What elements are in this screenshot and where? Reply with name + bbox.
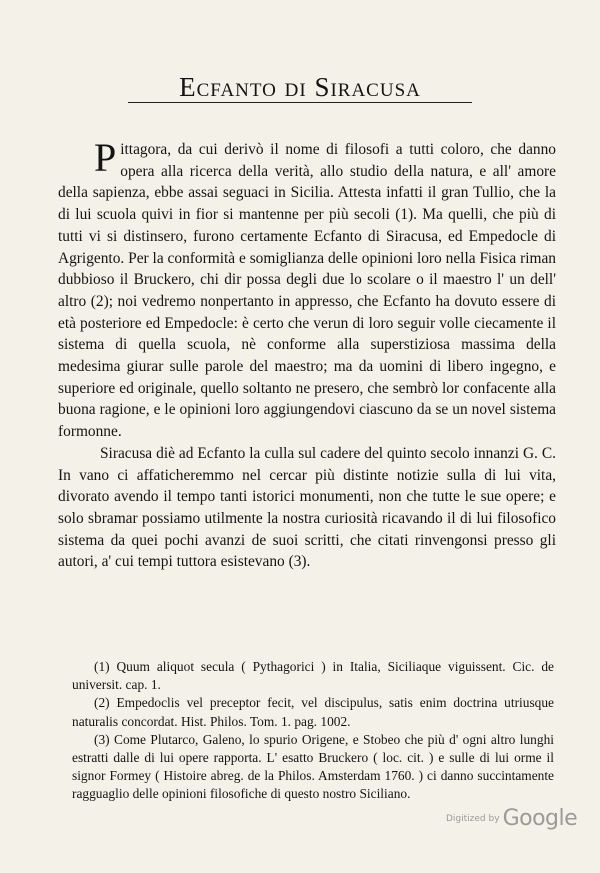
watermark-logo-text: Google — [502, 806, 578, 831]
watermark-small-text: Digitized by — [446, 814, 500, 824]
footnotes — [72, 658, 554, 804]
main-text — [58, 135, 556, 573]
drop-cap: P — [94, 135, 117, 180]
paragraph-2: Siracusa diè ad Ecfanto la culla sul cadere del quinto secolo innanzi G. C. In vano ci affaticheremmo nel cercar più distinte notizie sulla di lui vita, divorato avendo il tempo tanti istorici monumenti, non che tutte le sue opere; e solo sbramar possiamo utilmente la nostra curiosità ricavando il di lui filosofico sistema da quei pochi avanzi de suoi scritti, che citati rinvengonsi presso gli autori, a' cui tempi tuttora esistevano (3). — [58, 444, 556, 571]
footnote-1: (1) Quum aliquot secula ( Pythagorici ) in Italia, Siciliaque viguissent. Cic. de universit. cap. 1. — [72, 659, 554, 693]
footnote-2: (2) Empedoclis vel preceptor fecit, vel discipulus, satis enim doctrina utriusque naturalis concordat. Hist. Philos. Tom. 1. pag. 1002. — [72, 695, 554, 729]
google-watermark — [446, 806, 577, 831]
paragraph-1 — [58, 135, 556, 443]
footnote-3: (3) Come Plutarco, Galeno, lo spurio Origene, e Stobeo che più d' ogni altro lunghi estratti dalle di lui opere rapporta. L' esatto Bruckero ( loc. cit. ) e sulle di lui orme il signor Formey ( Histoire abreg. de la Philos. Amsterdam 1760. ) ci danno succintamente ragguaglio delle opinioni filosofiche di questo nostro Siciliano. — [72, 731, 554, 802]
paragraph-1-text: ittagora, da cui derivò il nome di filosofi a tutti coloro, che danno opera alla ricerca della verità, allo studio della natura, e all' amore della sapienza, ebbe assai seguaci in Sicilia. Attesta infatti il gran Tullio, che la di lui scuola quivi in fior si mantenne per più secoli (1). Ma quelli, che più di tutti vi si distinsero, furono certamente Ecfanto di Siracusa, ed Empedocle di Agrigento. Per la conformità e somiglianza delle opinioni loro nella Fisica riman dubbioso il Bruckero, chi dir possa degli due lo scolare o il maestro l' un dell' altro (2); noi vedremo nonpertanto in appresso, che Ecfanto ha dovuto essere di età posteriore ed Empedocle: è certo che verun di loro seguir volle ciecamente il sistema di quella scuola, nè conforme alla superstiziosa massima della medesima giurar sulle parole del maestro; ma da uomini di libero ingegno, e superiore ed originale, quello soltanto ne presero, che sembrò lor confacente alla buona ragione, e le opinioni loro aggiungendovi ciascuno da se un novel sistema formonne. — [58, 141, 556, 441]
chapter-title: Ecfanto di Siracusa — [179, 72, 421, 102]
title-rule — [128, 102, 472, 103]
